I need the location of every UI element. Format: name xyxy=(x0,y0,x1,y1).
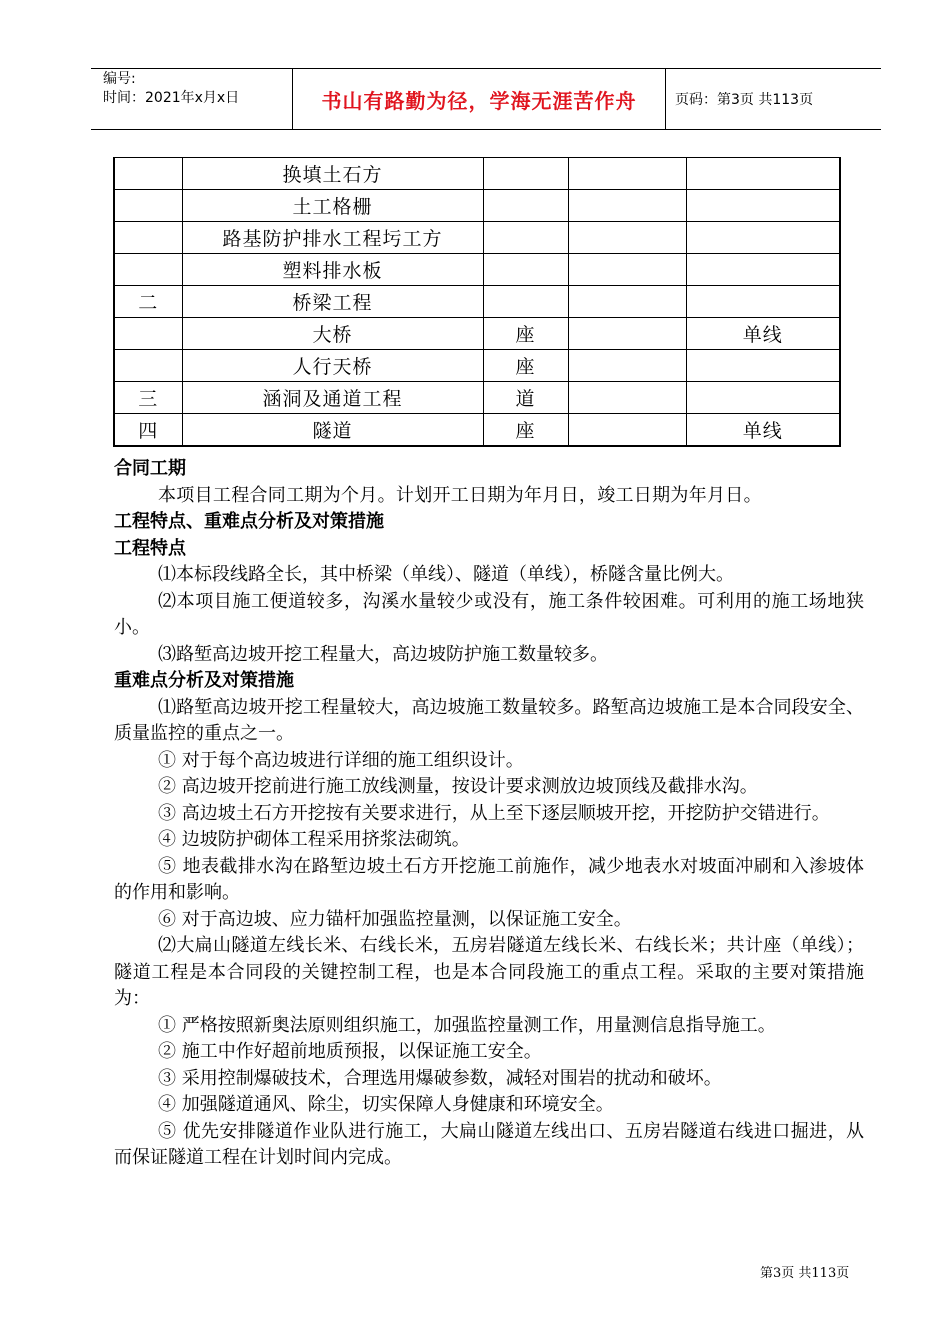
list-item: ⑤ 地表截排水沟在路堑边坡土石方开挖施工前施作，减少地表水对坡面冲刷和入渗坡体的作用和影响。 xyxy=(114,855,864,903)
table-cell xyxy=(568,414,686,446)
table-cell: 二 xyxy=(114,286,182,318)
table-cell: 单线 xyxy=(686,414,840,446)
list-item: ① 严格按照新奥法原则组织施工，加强监控量测工作，用量测信息指导施工。 xyxy=(158,1014,776,1036)
table-cell xyxy=(568,254,686,286)
page-header xyxy=(91,68,881,130)
table-cell xyxy=(568,222,686,254)
list-item: ⑥ 对于高边坡、应力锚杆加强监控量测，以保证施工安全。 xyxy=(158,908,632,930)
table-cell: 座 xyxy=(483,318,568,350)
table-cell xyxy=(686,286,840,318)
table-cell: 塑料排水板 xyxy=(182,254,483,286)
table-cell xyxy=(568,286,686,318)
list-item: ④ 加强隧道通风、除尘，切实保障人身健康和环境安全。 xyxy=(158,1094,614,1115)
table-row xyxy=(114,350,840,382)
paragraph: 本项目工程合同工期为个月。计划开工日期为年月日，竣工日期为年月日。 xyxy=(158,484,762,506)
table-cell xyxy=(686,222,840,254)
header-page-label: 页码：第3页 共113页 xyxy=(675,92,814,108)
list-item: ② 高边坡开挖前进行施工放线测量，按设计要求测放边坡顶线及截排水沟。 xyxy=(158,776,758,797)
paragraph: ⑵大扁山隧道左线长米、右线长米，五房岩隧道左线长米、右线长米；共计座（单线）；隧道工程是本合同段的关键控制工程，也是本合同段施工的重点工程。采取的主要对策措施为： xyxy=(114,935,864,1009)
table-body xyxy=(114,158,840,446)
table-cell xyxy=(686,350,840,382)
table-row xyxy=(114,318,840,350)
paragraph: ⑶路堑高边坡开挖工程量大，高边坡防护施工数量较多。 xyxy=(158,643,608,665)
table-row xyxy=(114,286,840,318)
table-cell: 道 xyxy=(483,382,568,414)
table-cell xyxy=(114,318,182,350)
table-cell: 座 xyxy=(483,350,568,382)
table-row xyxy=(114,222,840,254)
paragraph: ⑴本标段线路全长，其中桥梁（单线）、隧道（单线），桥隧含量比例大。 xyxy=(158,564,734,585)
heading-contract-period: 合同工期 xyxy=(114,458,186,479)
table-cell xyxy=(686,382,840,414)
document-body xyxy=(114,456,864,1172)
table-cell xyxy=(568,350,686,382)
table-cell: 座 xyxy=(483,414,568,446)
table-cell: 三 xyxy=(114,382,182,414)
table-cell: 人行天桥 xyxy=(182,350,483,382)
header-motto: 书山有路勤为径，学海无涯苦作舟 xyxy=(293,69,666,129)
paragraph: ⑴路堑高边坡开挖工程量较大，高边坡施工数量较多。路堑高边坡施工是本合同段安全、质量监控的重点之一。 xyxy=(114,696,864,744)
number-label: 编号: xyxy=(103,71,136,87)
table-cell: 涵洞及通道工程 xyxy=(182,382,483,414)
table-cell: 桥梁工程 xyxy=(182,286,483,318)
table-cell xyxy=(114,222,182,254)
table-cell: 土工格栅 xyxy=(182,190,483,222)
heading-features-analysis: 工程特点、重难点分析及对策措施 xyxy=(114,511,384,532)
table-cell xyxy=(568,158,686,190)
time-label: 时间：2021年x月x日 xyxy=(103,90,240,106)
table-cell: 路基防护排水工程圬工方 xyxy=(182,222,483,254)
table-cell: 单线 xyxy=(686,318,840,350)
table-row xyxy=(114,382,840,414)
table-cell xyxy=(568,190,686,222)
table-row xyxy=(114,190,840,222)
paragraph: ⑵本项目施工便道较多，沟溪水量较少或没有，施工条件较困难。可利用的施工场地狭小。 xyxy=(114,590,864,638)
table-cell: 四 xyxy=(114,414,182,446)
header-meta xyxy=(91,69,293,129)
table-cell xyxy=(114,350,182,382)
heading-features: 工程特点 xyxy=(114,537,186,559)
table-cell xyxy=(483,222,568,254)
table-cell xyxy=(686,254,840,286)
table-cell xyxy=(114,158,182,190)
list-item: ④ 边坡防护砌体工程采用挤浆法砌筑。 xyxy=(158,829,470,850)
table-row xyxy=(114,254,840,286)
table-cell xyxy=(483,286,568,318)
table-cell xyxy=(483,190,568,222)
table-cell: 换填土石方 xyxy=(182,158,483,190)
table-row xyxy=(114,158,840,190)
table-cell xyxy=(686,190,840,222)
list-item: ② 施工中作好超前地质预报，以保证施工安全。 xyxy=(158,1041,542,1062)
table-cell: 大桥 xyxy=(182,318,483,350)
project-table xyxy=(113,157,841,447)
heading-key-points: 重难点分析及对策措施 xyxy=(114,670,294,691)
list-item: ③ 采用控制爆破技术，合理选用爆破参数，减轻对围岩的扰动和破坏。 xyxy=(158,1067,722,1089)
table-cell xyxy=(568,382,686,414)
table-cell xyxy=(114,190,182,222)
list-item: ⑤ 优先安排隧道作业队进行施工，大扁山隧道左线出口、五房岩隧道右线进口掘进，从而保证隧道工程在计划时间内完成。 xyxy=(114,1120,864,1168)
table-cell xyxy=(483,254,568,286)
list-item: ③ 高边坡土石方开挖按有关要求进行，从上至下逐层顺坡开挖，开挖防护交错进行。 xyxy=(158,802,830,824)
table-cell: 隧道 xyxy=(182,414,483,446)
table-cell xyxy=(483,158,568,190)
page-footer: 第3页 共113页 xyxy=(760,1266,850,1281)
table-cell xyxy=(114,254,182,286)
list-item: ① 对于每个高边坡进行详细的施工组织设计。 xyxy=(158,749,524,771)
table-row xyxy=(114,414,840,446)
table-cell xyxy=(686,158,840,190)
table-cell xyxy=(568,318,686,350)
